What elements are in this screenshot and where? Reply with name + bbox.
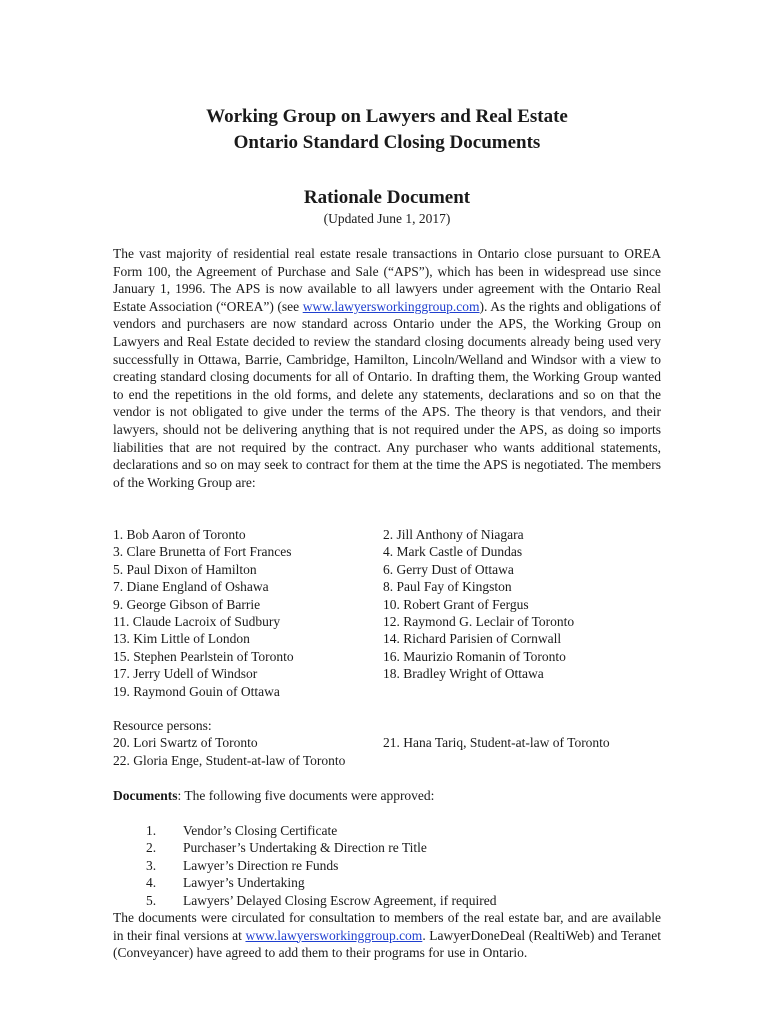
resource-heading: Resource persons: bbox=[113, 718, 212, 733]
members-row bbox=[113, 596, 661, 613]
member-entry: 11. Claude Lacroix of Sudbury bbox=[113, 613, 281, 629]
documents-list bbox=[146, 822, 661, 909]
members-row bbox=[113, 543, 661, 560]
members-list bbox=[113, 526, 661, 700]
intro-text-after-link: ). As the rights and obligations of vendors and purchasers are now standard across Ontario under the APS, the Working Group on Lawyers and Real Estate decided to review the standard closing documents already being used very successfully in Ottawa, Barrie, Cambridge, Hamilton, Lincoln/Welland and Windsor with a view to creating standard closing documents for all of Ontario. In drafting them, the Working Group wanted to end the repetitions in the old forms, and delete any statements, declarations and so on that the vendor is not obligated to give under the terms of the APS. The theory is that vendors, and their lawyers, should not be delivering anything that is not required under the APS, as doing so imports liabilities that are not required by the contract. Any purchaser who wants additional statements, declarations and so on may seek to contract for them at the time the APS is negotiated. The members of the Working Group are: bbox=[113, 298, 661, 490]
members-row bbox=[113, 665, 661, 682]
intro-text-before-link: The vast majority of residential real estate resale transactions in Ontario close pursuant to OREA Form 100, the Agreement of Purchase and Sale (“APS”), which has been in widespread use since January 1, 1996. The APS is now available to all lawyers under agreement with the Ontario Real Estate Association (“OREA”) (see bbox=[113, 246, 661, 314]
working-group-link-2[interactable]: www.lawyersworkinggroup.com bbox=[245, 927, 423, 943]
member-entry: 13. Kim Little of London bbox=[113, 631, 250, 647]
resource-row bbox=[113, 752, 661, 769]
member-entry: 15. Stephen Pearlstein of Toronto bbox=[113, 648, 294, 664]
documents-intro: : The following five documents were approved: bbox=[177, 788, 435, 803]
members-row bbox=[113, 578, 661, 595]
member-entry: 9. George Gibson of Barrie bbox=[113, 596, 261, 612]
member-entry: 7. Diane England of Oshawa bbox=[113, 579, 269, 595]
member-entry: 6. Gerry Dust of Ottawa bbox=[383, 561, 514, 577]
members-row bbox=[113, 613, 661, 630]
list-item-number: 1. bbox=[146, 823, 157, 838]
member-entry: 4. Mark Castle of Dundas bbox=[383, 544, 523, 560]
resource-row bbox=[113, 734, 661, 751]
member-entry: 8. Paul Fay of Kingston bbox=[383, 579, 512, 595]
member-entry: 12. Raymond G. Leclair of Toronto bbox=[383, 613, 575, 629]
member-entry: 10. Robert Grant of Fergus bbox=[383, 596, 529, 612]
closing-text-before-link: The documents were circulated for consultation to members of the real estate bar, and are available in their final versions at bbox=[113, 910, 661, 943]
members-row bbox=[113, 561, 661, 578]
closing-paragraph bbox=[113, 909, 661, 962]
list-item bbox=[146, 839, 661, 856]
list-item-text: Lawyers’ Delayed Closing Escrow Agreement, if required bbox=[183, 892, 497, 908]
list-item-text: Lawyer’s Direction re Funds bbox=[183, 857, 339, 873]
closing-text-after-link: . LawyerDoneDeal (RealtiWeb) and Teranet (Conveyancer) have agreed to add them to their programs for use in Ontario. bbox=[113, 927, 661, 961]
members-row bbox=[113, 683, 661, 700]
member-entry: 19. Raymond Gouin of Ottawa bbox=[113, 683, 280, 699]
members-row bbox=[113, 526, 661, 543]
resource-entry: 22. Gloria Enge, Student-at-law of Toronto bbox=[113, 752, 346, 768]
updated-date: (Updated June 1, 2017) bbox=[323, 211, 451, 226]
list-item-number: 4. bbox=[146, 875, 157, 891]
list-item bbox=[146, 874, 661, 891]
member-entry: 14. Richard Parisien of Cornwall bbox=[383, 631, 562, 647]
resource-persons bbox=[113, 717, 661, 769]
member-entry: 1. Bob Aaron of Toronto bbox=[113, 527, 246, 542]
list-item bbox=[146, 892, 661, 909]
documents-label: Documents bbox=[113, 788, 178, 803]
document-subtitle: Rationale Document bbox=[303, 187, 471, 208]
list-item-number: 3. bbox=[146, 857, 157, 873]
document-title-line1: Working Group on Lawyers and Real Estate bbox=[206, 106, 568, 127]
member-entry: 2. Jill Anthony of Niagara bbox=[383, 527, 524, 542]
intro-paragraph bbox=[113, 245, 661, 491]
members-row bbox=[113, 648, 661, 665]
members-row bbox=[113, 630, 661, 647]
member-entry: 16. Maurizio Romanin of Toronto bbox=[383, 648, 566, 664]
member-entry: 5. Paul Dixon of Hamilton bbox=[113, 561, 257, 577]
list-item-number: 5. bbox=[146, 892, 157, 908]
list-item-text: Purchaser’s Undertaking & Direction re Title bbox=[183, 840, 427, 856]
member-entry: 3. Clare Brunetta of Fort Frances bbox=[113, 544, 292, 560]
working-group-link[interactable]: www.lawyersworkinggroup.com bbox=[302, 298, 480, 314]
member-entry: 18. Bradley Wright of Ottawa bbox=[383, 666, 544, 682]
list-item bbox=[146, 822, 661, 839]
list-item-text: Lawyer’s Undertaking bbox=[183, 875, 305, 891]
list-item-number: 2. bbox=[146, 840, 157, 856]
member-entry: 17. Jerry Udell of Windsor bbox=[113, 666, 258, 682]
list-item bbox=[146, 857, 661, 874]
resource-entry: 21. Hana Tariq, Student-at-law of Toronto bbox=[383, 735, 610, 751]
document-title-line2: Ontario Standard Closing Documents bbox=[233, 132, 541, 153]
documents-heading bbox=[113, 787, 661, 805]
resource-entry: 20. Lori Swartz of Toronto bbox=[113, 735, 258, 751]
list-item-text: Vendor’s Closing Certificate bbox=[183, 823, 338, 838]
